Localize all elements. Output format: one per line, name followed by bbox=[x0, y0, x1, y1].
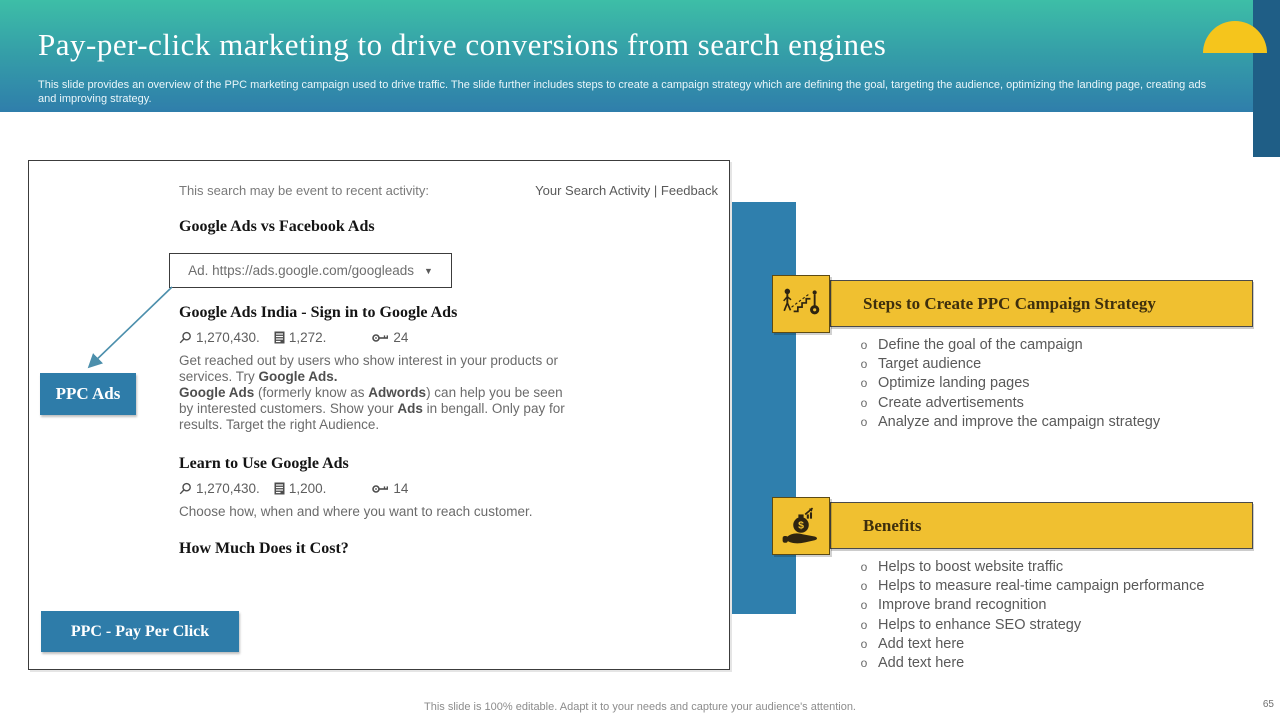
benefits-title-bar bbox=[830, 502, 1253, 549]
search-notice-text: This search may be event to recent activity: bbox=[179, 183, 429, 198]
desc-bold: Adwords bbox=[368, 385, 427, 400]
header-banner bbox=[0, 0, 1280, 112]
bullet-text: Add text here bbox=[878, 635, 965, 652]
desc-bold: Google Ads bbox=[179, 385, 255, 400]
result1-keyword-stat bbox=[372, 330, 408, 345]
result2-pages-count: 1,200. bbox=[288, 481, 327, 496]
desc-text: ) can help you be seen by interested customers. Show your bbox=[179, 385, 563, 416]
result2-keyword-stat bbox=[372, 481, 408, 496]
steps-title-bar bbox=[830, 280, 1253, 327]
result1-stats-row bbox=[179, 330, 408, 345]
steps-list bbox=[858, 336, 1278, 432]
bullet-text: Helps to measure real-time campaign performance bbox=[878, 578, 1205, 595]
bullet-marker: o bbox=[860, 338, 868, 352]
bullet-text: Define the goal of the campaign bbox=[878, 337, 1083, 353]
desc-bold: Google Ads. bbox=[258, 369, 338, 384]
desc-bold: Ads bbox=[397, 401, 423, 416]
hand-holding-money-icon bbox=[780, 505, 822, 547]
person-climbing-stairs-icon bbox=[780, 283, 822, 325]
list-item bbox=[858, 558, 1278, 577]
result2-search-count: 1,270,430. bbox=[196, 481, 260, 496]
bullet-text: Target audience bbox=[878, 356, 982, 373]
steps-icon bbox=[772, 275, 830, 333]
ppc-pay-per-click-label[interactable]: PPC - Pay Per Click bbox=[41, 611, 239, 652]
document-icon bbox=[274, 482, 285, 495]
result2-keyword-count: 14 bbox=[393, 481, 409, 496]
bullet-marker: o bbox=[860, 560, 868, 574]
list-item bbox=[858, 577, 1278, 596]
bullet-marker: o bbox=[860, 357, 868, 372]
corner-strip-decoration bbox=[1253, 0, 1280, 157]
document-icon bbox=[274, 331, 285, 344]
list-item bbox=[858, 413, 1278, 432]
list-item bbox=[858, 394, 1278, 413]
footer-note: This slide is 100% editable. Adapt it to your needs and capture your audience's attention. bbox=[424, 701, 856, 713]
benefits-title: Benefits bbox=[863, 515, 922, 535]
bullet-marker: o bbox=[860, 636, 868, 651]
result1-pages-stat bbox=[274, 330, 327, 345]
bullet-text: Create advertisements bbox=[878, 394, 1024, 411]
result1-title-link[interactable]: Google Ads India - Sign in to Google Ads bbox=[179, 304, 458, 321]
bullet-marker: o bbox=[860, 617, 868, 632]
bullet-text: Helps to enhance SEO strategy bbox=[878, 616, 1082, 633]
bullet-text: Analyze and improve the campaign strategy bbox=[878, 413, 1161, 430]
search-activity-links[interactable]: Your Search Activity | Feedback bbox=[535, 183, 718, 198]
result1-description bbox=[179, 353, 579, 433]
chevron-down-icon: ▼ bbox=[423, 265, 433, 276]
page-title: Pay-per-click marketing to drive conversions from search engines bbox=[38, 27, 887, 62]
cost-question-heading: How Much Does it Cost? bbox=[179, 540, 349, 557]
result2-title-link[interactable]: Learn to Use Google Ads bbox=[179, 455, 349, 472]
list-item bbox=[858, 374, 1278, 393]
page-number: 65 bbox=[1262, 699, 1274, 710]
list-item bbox=[858, 654, 1278, 673]
desc-text: Get reached out by users who show interest in your products or services. Try bbox=[179, 353, 558, 384]
desc-text: (formerly know as bbox=[254, 385, 369, 400]
steps-title: Steps to Create PPC Campaign Strategy bbox=[863, 293, 1156, 313]
search-icon bbox=[179, 482, 192, 495]
bullet-marker: o bbox=[860, 376, 868, 391]
bullet-text: Improve brand recognition bbox=[878, 597, 1047, 614]
bullet-marker: o bbox=[860, 598, 868, 613]
ad-url-dropdown[interactable] bbox=[169, 253, 452, 288]
list-item bbox=[858, 596, 1278, 615]
desc-text: in bengall. Only pay for results. Target the right Audience. bbox=[179, 401, 565, 432]
svg-text:$: $ bbox=[798, 519, 804, 532]
result2-pages-stat bbox=[274, 481, 327, 496]
search-results-panel bbox=[28, 160, 730, 670]
search-icon bbox=[179, 331, 192, 344]
ad-url-text: Ad. https://ads.google.com/googleads bbox=[188, 263, 414, 278]
benefits-list bbox=[858, 558, 1278, 673]
search-query-heading: Google Ads vs Facebook Ads bbox=[179, 218, 375, 235]
result1-search-stat bbox=[179, 330, 260, 345]
list-item bbox=[858, 635, 1278, 654]
result1-pages-count: 1,272. bbox=[288, 330, 327, 345]
result2-stats-row bbox=[179, 481, 408, 496]
bullet-text: Add text here bbox=[878, 655, 965, 672]
page-subtitle: This slide provides an overview of the PPC marketing campaign used to drive traffic. The slide further includes steps to create a campaign strategy which are defining the goal, targeting the audience, optimizing the landing page, creating ads and improving strategy. bbox=[38, 79, 1207, 105]
result1-keyword-count: 24 bbox=[393, 330, 409, 345]
bullet-marker: o bbox=[860, 395, 868, 410]
result2-description: Choose how, when and where you want to reach customer. bbox=[179, 504, 533, 519]
list-item bbox=[858, 336, 1278, 355]
money-hand-icon bbox=[772, 497, 830, 555]
bullet-marker: o bbox=[860, 656, 868, 671]
bullet-marker: o bbox=[860, 579, 868, 594]
result2-search-stat bbox=[179, 481, 260, 496]
ppc-ads-label[interactable]: PPC Ads bbox=[40, 373, 136, 415]
key-icon bbox=[372, 332, 389, 344]
list-item bbox=[858, 355, 1278, 374]
bullet-text: Helps to boost website traffic bbox=[878, 559, 1064, 575]
bullet-marker: o bbox=[860, 414, 868, 429]
key-icon bbox=[372, 483, 389, 495]
bullet-text: Optimize landing pages bbox=[878, 375, 1030, 392]
list-item bbox=[858, 616, 1278, 635]
result1-search-count: 1,270,430. bbox=[196, 330, 260, 345]
